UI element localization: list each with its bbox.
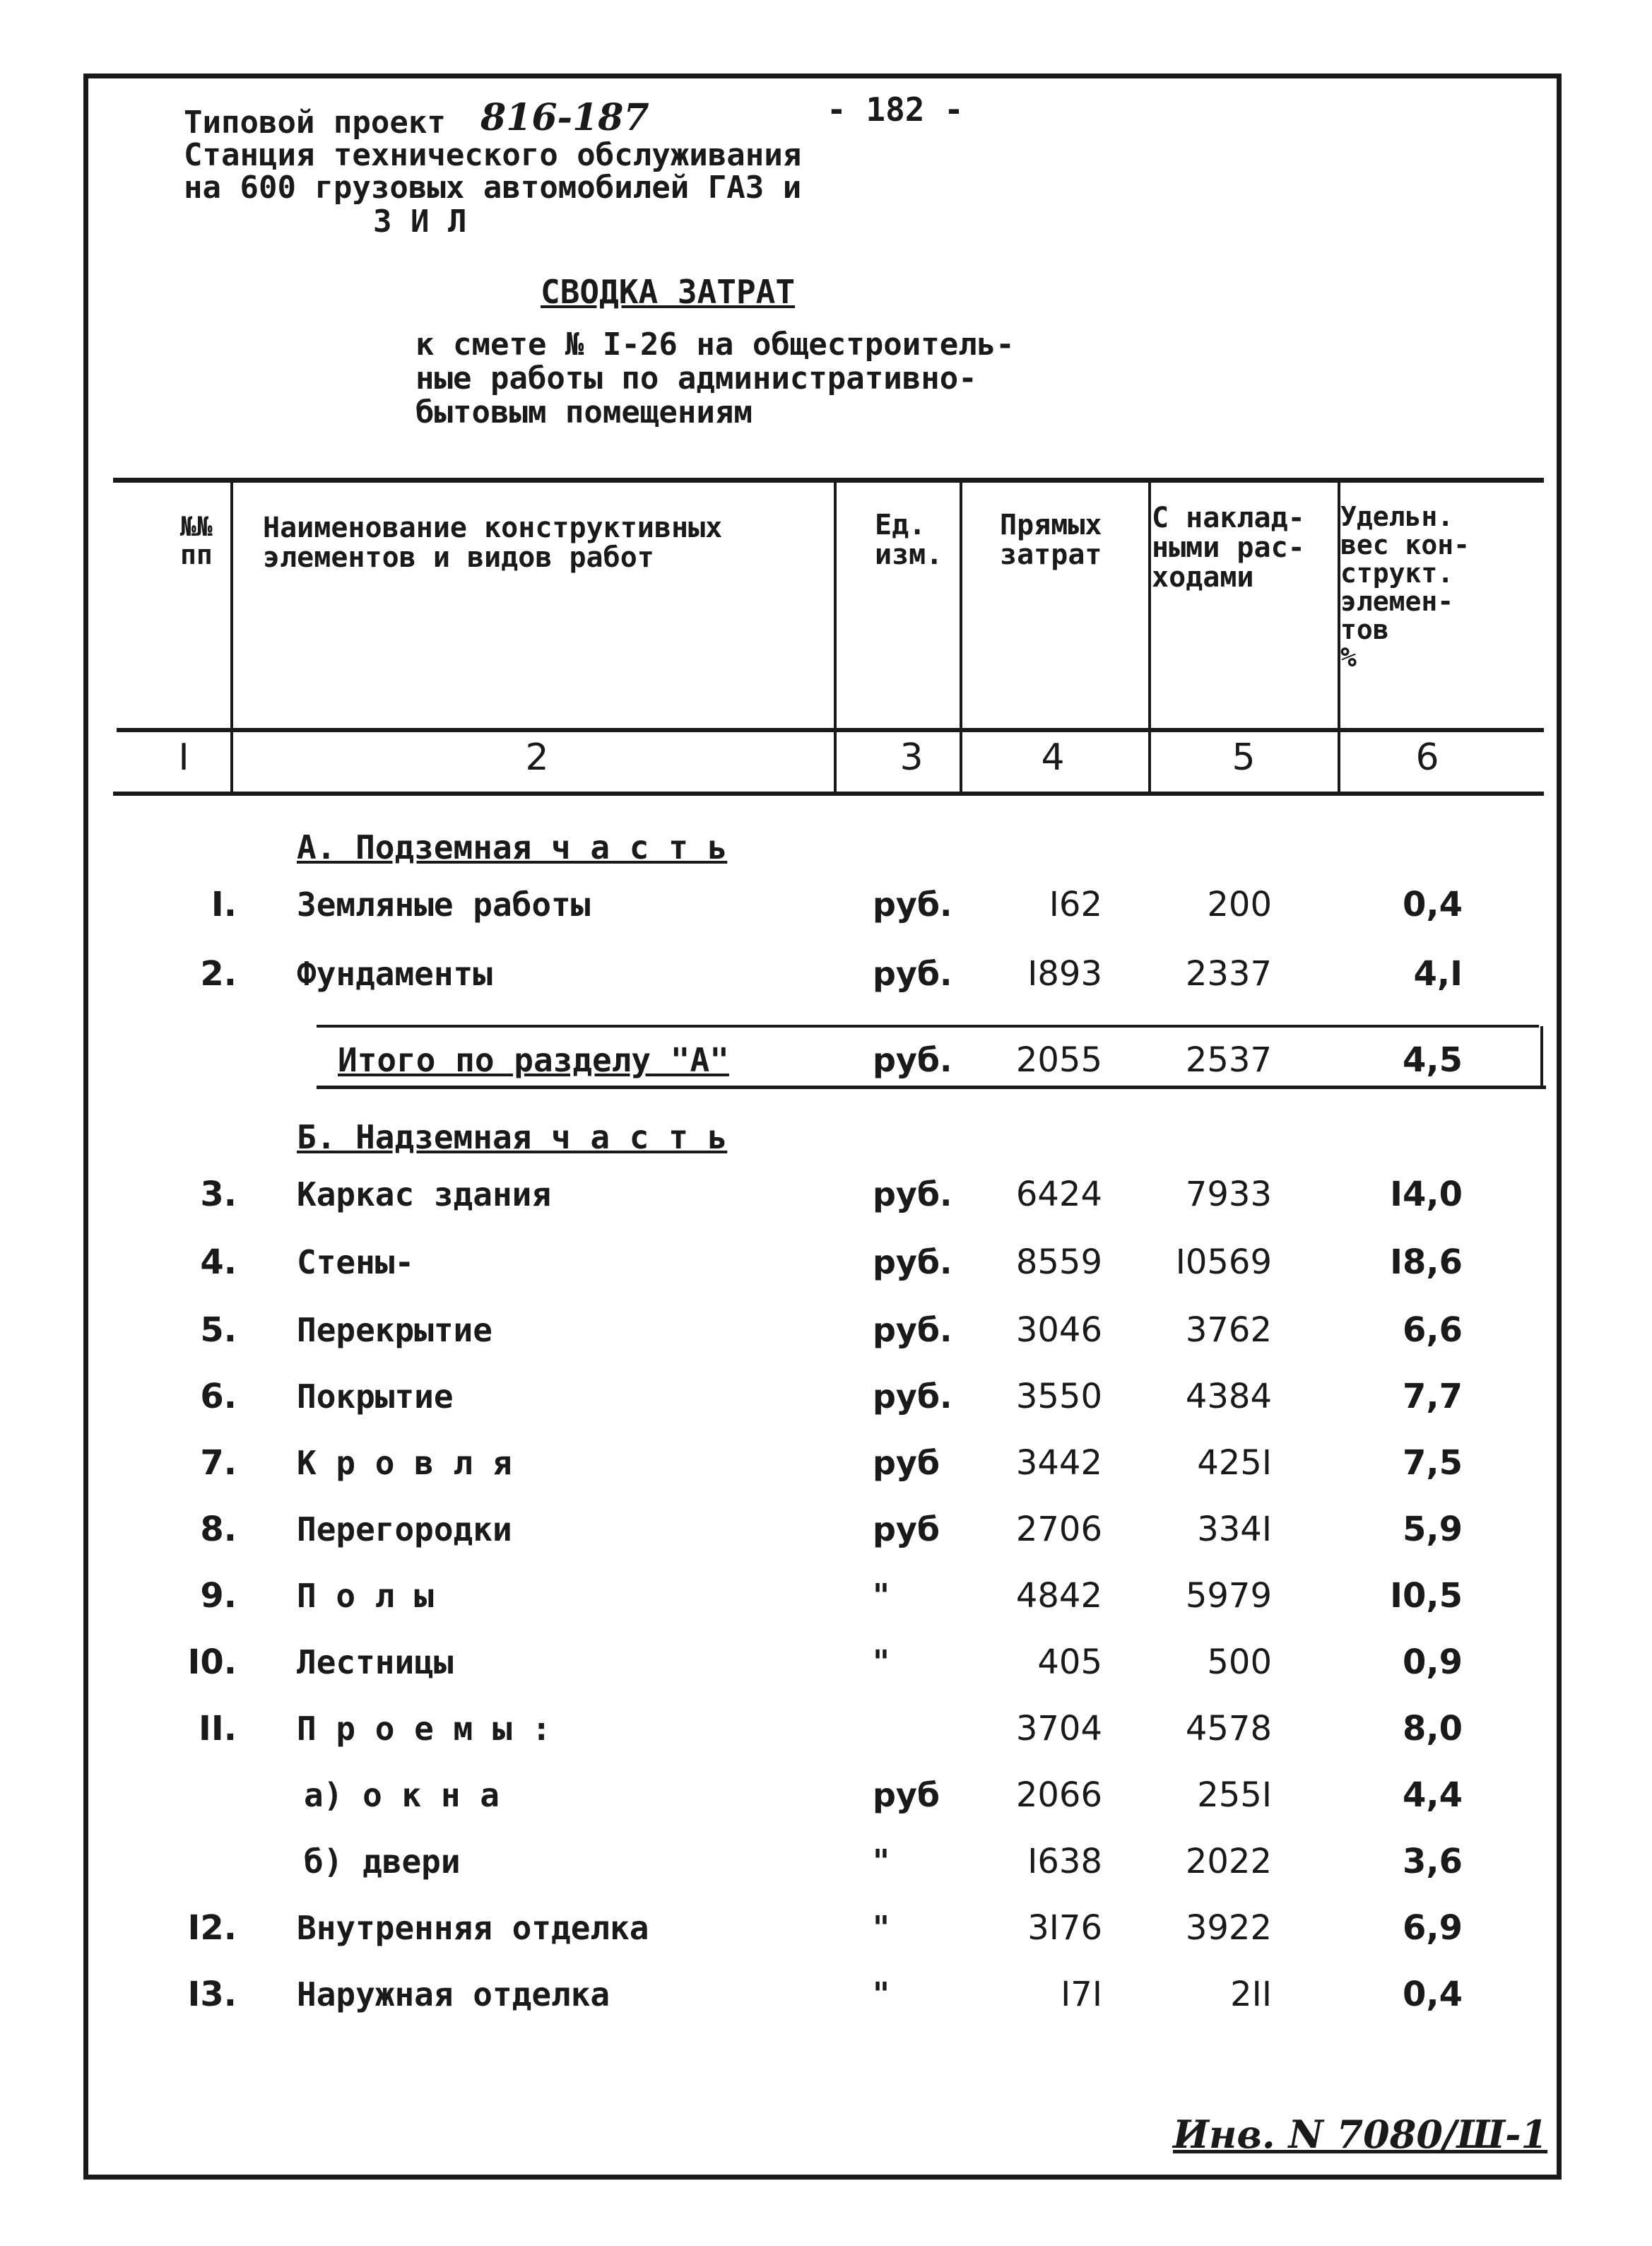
row-number: I3. <box>187 1975 237 2014</box>
col-number-1: I <box>178 736 189 779</box>
row-number: 3. <box>200 1175 237 1214</box>
total-a-top-rule <box>317 1025 1539 1028</box>
row-unit: " <box>873 1975 890 2013</box>
row-share: 5,9 <box>1402 1510 1463 1549</box>
row-name: Земляные работы <box>297 886 591 924</box>
row-unit: " <box>873 1842 890 1881</box>
row-direct-cost: 2706 <box>1015 1510 1102 1549</box>
header-line-2: Станция технического обслуживания <box>184 137 802 173</box>
row-unit: руб. <box>873 1311 952 1349</box>
col-number-2: 2 <box>525 736 549 779</box>
row-unit: " <box>873 1577 890 1615</box>
table-row <box>0 1309 1652 1351</box>
table-row <box>0 883 1652 926</box>
row-share: 0,4 <box>1402 885 1463 924</box>
row-overhead-cost: 2337 <box>1185 954 1272 994</box>
table-row <box>0 1641 1652 1683</box>
row-direct-cost: I7I <box>1061 1975 1102 2014</box>
row-overhead-cost: 425I <box>1197 1443 1272 1483</box>
row-share: 8,0 <box>1402 1709 1463 1748</box>
total-a-label: Итого по разделу "А" <box>338 1041 729 1079</box>
row-overhead-cost: 3762 <box>1185 1310 1272 1350</box>
total-a-overhead-cost: 2537 <box>1185 1040 1272 1080</box>
table-row <box>0 1442 1652 1484</box>
row-number: 5. <box>200 1310 237 1350</box>
row-name: Наружная отделка <box>297 1975 610 2013</box>
row-overhead-cost: 334I <box>1197 1510 1272 1549</box>
total-a-unit: руб. <box>873 1041 952 1079</box>
total-a-right-tick <box>1540 1026 1543 1088</box>
row-direct-cost: 3550 <box>1015 1377 1102 1416</box>
section-b-heading: Б. Надземная ч а с т ь <box>297 1118 728 1156</box>
row-name: Перекрытие <box>297 1311 492 1349</box>
project-number: 816-187 <box>480 96 649 139</box>
row-share: 4,I <box>1413 954 1463 994</box>
page-number: - 182 - <box>827 90 964 129</box>
total-row-a <box>0 1039 1652 1081</box>
row-direct-cost: 6424 <box>1015 1175 1102 1214</box>
table-row <box>0 1907 1652 1949</box>
row-number: 8. <box>200 1510 237 1549</box>
row-overhead-cost: 3922 <box>1185 1908 1272 1948</box>
row-overhead-cost: 2II <box>1230 1975 1272 2014</box>
table-row <box>0 1774 1652 1816</box>
row-unit: руб <box>873 1776 940 1814</box>
row-number: I2. <box>187 1908 237 1948</box>
row-name: Стены- <box>297 1243 415 1281</box>
row-name: П р о е м ы : <box>297 1710 552 1748</box>
row-name: Внутренняя отделка <box>297 1909 649 1947</box>
row-name: К р о в л я <box>297 1444 512 1482</box>
row-direct-cost: I893 <box>1027 954 1102 994</box>
table-top-rule <box>113 478 1544 483</box>
row-overhead-cost: 7933 <box>1185 1175 1272 1214</box>
row-name: Фундаменты <box>297 955 492 993</box>
row-number: 4. <box>200 1242 237 1282</box>
row-direct-cost: 3046 <box>1015 1310 1102 1350</box>
col-number-5: 5 <box>1232 736 1256 779</box>
summary-heading: СВОДКА ЗАТРАТ <box>541 273 796 311</box>
row-unit: " <box>873 1643 890 1681</box>
row-overhead-cost: 5979 <box>1185 1576 1272 1616</box>
header-line-3: на 600 грузовых автомобилей ГАЗ и <box>184 170 802 206</box>
row-share: 7,7 <box>1402 1377 1463 1416</box>
row-unit: руб. <box>873 955 952 993</box>
col-header-unit: Ед. изм. <box>875 509 943 571</box>
row-number: I0. <box>187 1642 237 1682</box>
row-unit: руб. <box>873 1377 952 1416</box>
row-name: П о л ы <box>297 1577 434 1615</box>
row-number: 2. <box>200 954 237 994</box>
row-share: 6,6 <box>1402 1310 1463 1350</box>
section-a-heading: А. Подземная ч а с т ь <box>297 828 728 866</box>
row-overhead-cost: 200 <box>1207 885 1272 924</box>
column-number-rule <box>113 792 1544 796</box>
col-sep-4 <box>1148 483 1151 792</box>
col-header-name: Наименование конструктивных элементов и видов работ <box>263 512 723 574</box>
row-share: 7,5 <box>1402 1443 1463 1483</box>
row-unit: руб <box>873 1444 940 1482</box>
table-row <box>0 1508 1652 1551</box>
row-direct-cost: I638 <box>1027 1842 1102 1881</box>
row-share: I0,5 <box>1390 1576 1463 1616</box>
row-name: Каркас здания <box>297 1175 552 1213</box>
table-row <box>0 1173 1652 1216</box>
row-overhead-cost: I0569 <box>1175 1242 1272 1282</box>
col-header-share: Удельн. вес кон- структ. элемен- тов % <box>1340 501 1470 674</box>
row-number: 6. <box>200 1377 237 1416</box>
row-direct-cost: 405 <box>1037 1642 1102 1682</box>
row-unit: руб. <box>873 1243 952 1281</box>
row-direct-cost: 3704 <box>1015 1709 1102 1748</box>
row-unit: руб. <box>873 886 952 924</box>
inventory-stamp: Инв. N 7080/Ш-1 <box>1173 2112 1548 2157</box>
col-header-no: №№ пп <box>180 511 213 570</box>
table-row <box>0 1241 1652 1283</box>
col-number-3: 3 <box>899 736 924 779</box>
row-direct-cost: 8559 <box>1015 1242 1102 1282</box>
table-row <box>0 1375 1652 1418</box>
table-row <box>0 1707 1652 1750</box>
row-name: Перегородки <box>297 1510 512 1548</box>
row-direct-cost: 3442 <box>1015 1443 1102 1483</box>
row-share: 4,4 <box>1402 1775 1463 1815</box>
table-row <box>0 1840 1652 1883</box>
row-overhead-cost: 255I <box>1197 1775 1272 1815</box>
col-number-6: 6 <box>1415 736 1439 779</box>
total-a-share: 4,5 <box>1402 1040 1463 1080</box>
subtitle-line-2: ные работы по административно- <box>415 360 977 396</box>
row-share: 0,9 <box>1402 1642 1463 1682</box>
col-sep-2 <box>834 483 837 792</box>
row-number: 7. <box>200 1443 237 1483</box>
row-overhead-cost: 4578 <box>1185 1709 1272 1748</box>
row-number: II. <box>199 1709 237 1748</box>
table-row <box>0 1575 1652 1617</box>
row-unit: руб <box>873 1510 940 1548</box>
row-overhead-cost: 2022 <box>1185 1842 1272 1881</box>
header-line-4: З И Л <box>373 204 467 240</box>
col-sep-3 <box>960 483 962 792</box>
row-overhead-cost: 500 <box>1207 1642 1272 1682</box>
row-name: Покрытие <box>297 1377 454 1416</box>
row-share: 0,4 <box>1402 1975 1463 2014</box>
total-a-bottom-rule <box>317 1086 1546 1089</box>
row-number: I. <box>211 885 237 924</box>
col-sep-1 <box>230 483 233 792</box>
total-a-direct-cost: 2055 <box>1015 1040 1102 1080</box>
row-direct-cost: 4842 <box>1015 1576 1102 1616</box>
col-header-direct: Прямых затрат <box>1000 509 1102 571</box>
row-share: I8,6 <box>1390 1242 1463 1282</box>
row-share: I4,0 <box>1390 1175 1463 1214</box>
row-direct-cost: 2066 <box>1015 1775 1102 1815</box>
row-direct-cost: I62 <box>1049 885 1102 924</box>
row-unit: руб. <box>873 1175 952 1213</box>
row-unit: " <box>873 1909 890 1947</box>
subtitle-line-1: к смете № I-26 на общестроитель- <box>415 327 1015 363</box>
row-share: 3,6 <box>1402 1842 1463 1881</box>
row-name: Лестницы <box>297 1643 454 1681</box>
col-header-overhead: С наклад- ными рас- ходами <box>1152 502 1305 594</box>
table-row <box>0 1973 1652 2016</box>
row-share: 6,9 <box>1402 1908 1463 1948</box>
row-name: а) о к н а <box>304 1776 500 1814</box>
row-overhead-cost: 4384 <box>1185 1377 1272 1416</box>
row-number: 9. <box>200 1576 237 1616</box>
table-row <box>0 953 1652 995</box>
subtitle-line-3: бытовым помещениям <box>415 394 753 430</box>
row-name: б) двери <box>304 1842 461 1881</box>
row-direct-cost: 3I76 <box>1027 1908 1102 1948</box>
col-number-4: 4 <box>1041 736 1065 779</box>
header-bottom-rule <box>117 728 1544 732</box>
project-label: Типовой проект <box>184 105 446 141</box>
